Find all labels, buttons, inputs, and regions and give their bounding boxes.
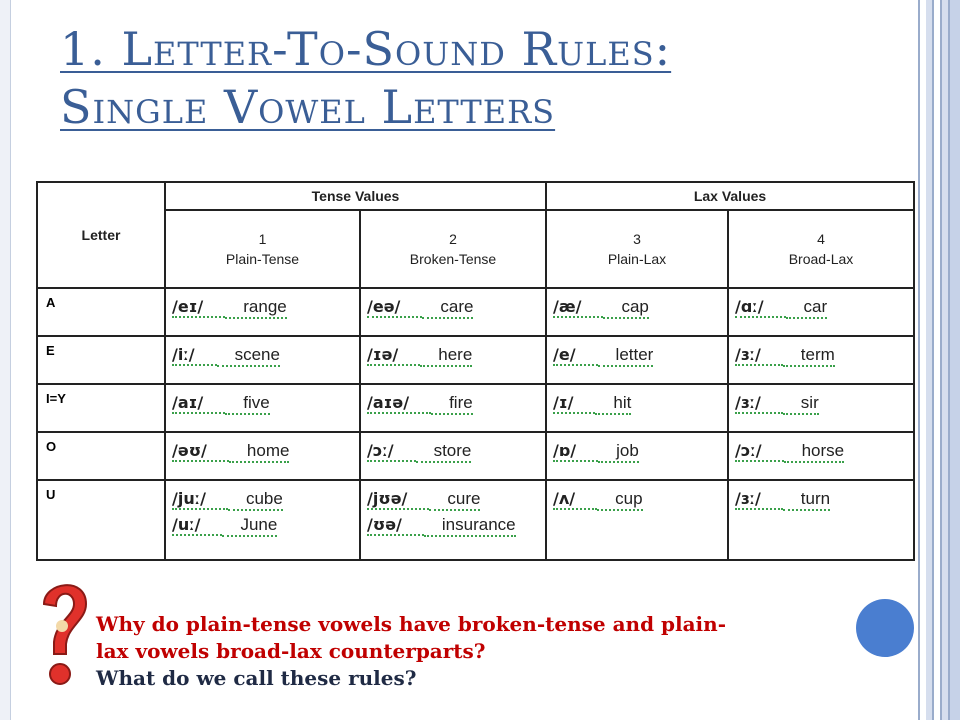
sound-entry <box>172 345 353 371</box>
sound-entry <box>367 297 539 323</box>
ipa-symbol: /jʊə/ <box>367 489 429 510</box>
example-word: hit <box>595 393 631 415</box>
row-letter: I=Y <box>37 384 165 432</box>
vowel-rules-table <box>36 181 913 561</box>
accent-circle <box>856 599 914 657</box>
ipa-symbol: /ɪə/ <box>367 345 420 366</box>
ipa-symbol: /juː/ <box>172 489 228 510</box>
example-word: car <box>786 297 828 319</box>
column-header-4 <box>728 210 914 288</box>
column-number: 2 <box>449 231 457 247</box>
question-line-3: What do we call these rules? <box>96 666 417 690</box>
example-word: turn <box>783 489 830 511</box>
question-line-1: Why do plain-tense vowels have broken-tense and plain- <box>96 612 726 636</box>
table-cell <box>546 336 728 384</box>
sound-entry <box>172 297 353 323</box>
table-cell <box>165 384 360 432</box>
table-cell <box>360 432 546 480</box>
ipa-symbol: /ɒ/ <box>553 441 598 462</box>
row-letter: O <box>37 432 165 480</box>
letter-header: Letter <box>37 182 165 288</box>
example-word: cube <box>228 489 283 511</box>
table-cell <box>165 480 360 560</box>
sound-entry <box>172 393 353 419</box>
table-cell <box>360 384 546 432</box>
table-cell <box>728 288 914 336</box>
table-cell <box>360 336 546 384</box>
table-cell <box>546 480 728 560</box>
sound-entry <box>367 489 539 515</box>
sound-entry <box>735 345 907 371</box>
sound-entry <box>553 489 721 515</box>
example-word: horse <box>784 441 845 463</box>
row-letter: A <box>37 288 165 336</box>
discussion-question <box>96 611 896 692</box>
ipa-symbol: /ɜː/ <box>735 393 783 414</box>
ipa-symbol: /ɔː/ <box>367 441 416 462</box>
table-cell <box>360 288 546 336</box>
example-word: letter <box>598 345 654 367</box>
sound-entry <box>735 441 907 467</box>
sound-entry <box>553 297 721 323</box>
example-word: five <box>225 393 269 415</box>
table-row <box>37 480 914 560</box>
right-border <box>918 0 960 720</box>
table-row <box>37 432 914 480</box>
table-row <box>37 288 914 336</box>
example-word: cure <box>429 489 480 511</box>
table-cell <box>728 480 914 560</box>
example-word: store <box>416 441 472 463</box>
tense-values-header: Tense Values <box>165 182 546 210</box>
table-cell <box>728 384 914 432</box>
column-name: Plain-Lax <box>607 251 667 267</box>
column-header-3 <box>546 210 728 288</box>
ipa-symbol: /ɑː/ <box>735 297 786 318</box>
ipa-symbol: /iː/ <box>172 345 217 366</box>
sound-entry <box>367 393 539 419</box>
sound-entry <box>367 441 539 467</box>
example-word: cup <box>597 489 642 511</box>
sound-entry <box>553 441 721 467</box>
sound-entry <box>172 441 353 467</box>
table-cell <box>546 384 728 432</box>
column-number: 1 <box>258 231 267 247</box>
table-cell <box>546 288 728 336</box>
table-cell <box>546 432 728 480</box>
example-word: job <box>598 441 639 463</box>
sound-entry <box>735 393 907 419</box>
lax-values-header: Lax Values <box>546 182 914 210</box>
table-row <box>37 336 914 384</box>
example-word: range <box>225 297 286 319</box>
ipa-symbol: /e/ <box>553 345 598 366</box>
example-word: cap <box>603 297 648 319</box>
sound-entry <box>735 297 907 323</box>
table-cell <box>728 336 914 384</box>
slide-title <box>60 20 910 136</box>
example-word: care <box>422 297 473 319</box>
table-cell <box>360 480 546 560</box>
column-name: Plain-Tense <box>225 251 300 267</box>
ipa-symbol: /ɔː/ <box>735 441 784 462</box>
example-word: scene <box>217 345 280 367</box>
sound-entry <box>735 489 907 515</box>
ipa-symbol: /eə/ <box>367 297 422 318</box>
question-line-2: lax vowels broad-lax counterparts? <box>96 639 486 663</box>
sound-entry <box>553 393 721 419</box>
column-number: 3 <box>633 231 641 247</box>
row-letter: U <box>37 480 165 560</box>
question-mark-icon <box>34 574 94 692</box>
example-word: June <box>222 515 277 537</box>
ipa-symbol: /uː/ <box>172 515 222 536</box>
ipa-symbol: /eɪ/ <box>172 297 225 318</box>
table-cell <box>165 336 360 384</box>
example-word: sir <box>783 393 819 415</box>
sound-entry <box>172 489 353 515</box>
example-word: fire <box>431 393 473 415</box>
title-line-2: Single Vowel Letters <box>60 80 556 134</box>
table-row <box>37 384 914 432</box>
column-header-2 <box>360 210 546 288</box>
ipa-symbol: /ʌ/ <box>553 489 597 510</box>
sound-entry <box>553 345 721 371</box>
ipa-symbol: /əʊ/ <box>172 441 229 462</box>
ipa-symbol: /aɪə/ <box>367 393 431 414</box>
ipa-symbol: /ɜː/ <box>735 345 783 366</box>
table-cell <box>165 432 360 480</box>
example-word: term <box>783 345 835 367</box>
ipa-symbol: /ɪ/ <box>553 393 595 414</box>
column-name: Broad-Lax <box>788 251 854 267</box>
sound-entry <box>172 515 353 541</box>
sound-entry <box>367 345 539 371</box>
example-word: here <box>420 345 472 367</box>
sound-entry <box>367 515 539 541</box>
ipa-symbol: /aɪ/ <box>172 393 225 414</box>
example-word: insurance <box>424 515 516 537</box>
example-word: home <box>229 441 290 463</box>
left-border <box>0 0 11 720</box>
table-cell <box>165 288 360 336</box>
ipa-symbol: /ʊə/ <box>367 515 424 536</box>
title-line-1: 1. Letter-To-Sound Rules: <box>60 22 672 76</box>
ipa-symbol: /æ/ <box>553 297 603 318</box>
table-cell <box>728 432 914 480</box>
ipa-symbol: /ɜː/ <box>735 489 783 510</box>
column-header-1 <box>165 210 360 288</box>
row-letter: E <box>37 336 165 384</box>
column-name: Broken-Tense <box>409 251 497 267</box>
column-number: 4 <box>817 231 825 247</box>
